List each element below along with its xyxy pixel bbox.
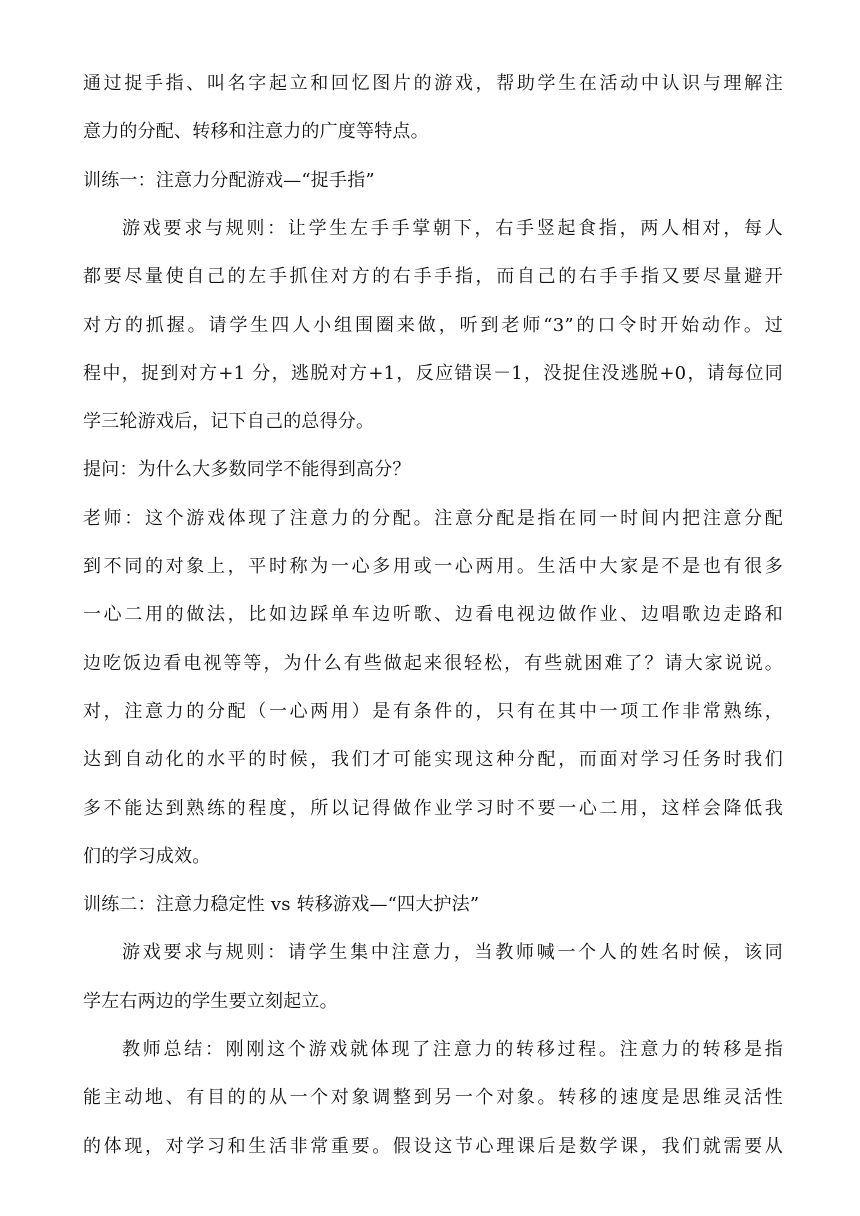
teacher-paragraph-line-4: 边吃饭边看电视等等，为什么有些做起来很轻松，有些就困难了？请大家说说。 — [83, 653, 783, 674]
teacher-paragraph-line-5: 对，注意力的分配（一心两用）是有条件的，只有在其中一项工作非常熟练， — [83, 701, 783, 722]
paragraph-intro-line-1: 通过捉手指、叫名字起立和回忆图片的游戏，帮助学生在活动中认识与理解注 — [83, 73, 783, 94]
rules-paragraph-line-4: 程中，捉到对方+1 分，逃脱对方+1，反应错误－1，没捉住没逃脱+0，请每位同 — [83, 363, 783, 384]
summary-paragraph-line-3: 的体现，对学习和生活非常重要。假设这节心理课后是数学课，我们就需要从 — [83, 1136, 783, 1157]
rules-paragraph-line-3: 对方的抓握。请学生四人小组围圈来做，听到老师“3”的口令时开始动作。过 — [83, 315, 783, 336]
teacher-paragraph-line-1: 老师：这个游戏体现了注意力的分配。注意分配是指在同一时间内把注意分配 — [83, 508, 783, 529]
teacher-paragraph-line-7: 多不能达到熟练的程度，所以记得做作业学习时不要一心二用，这样会降低我 — [83, 798, 783, 819]
rules-paragraph-line-1: 游戏要求与规则：让学生左手手掌朝下，右手竖起食指，两人相对，每人 — [122, 218, 783, 239]
summary-paragraph-line-1: 教师总结：刚刚这个游戏就体现了注意力的转移过程。注意力的转移是指 — [122, 1039, 783, 1060]
question-line: 提问：为什么大多数同学不能得到高分？ — [83, 459, 411, 480]
summary-paragraph-line-2: 能主动地、有目的的从一个对象调整到另一个对象。转移的速度是思维灵活性 — [83, 1087, 783, 1108]
teacher-paragraph-line-6: 达到自动化的水平的时候，我们才可能实现这种分配，而面对学习任务时我们 — [83, 749, 783, 770]
teacher-paragraph-line-2: 到不同的对象上，平时称为一心多用或一心两用。生活中大家是不是也有很多 — [83, 556, 783, 577]
paragraph-intro-line-2: 意力的分配、转移和注意力的广度等特点。 — [83, 121, 429, 142]
rules-2-paragraph-line-2: 学左右两边的学生要立刻起立。 — [83, 991, 338, 1012]
section-heading-training-1: 训练一：注意力分配游戏—“捉手指” — [83, 170, 375, 191]
teacher-paragraph-line-8: 们的学习成效。 — [83, 846, 211, 867]
rules-paragraph-line-5: 学三轮游戏后，记下自己的总得分。 — [83, 411, 375, 432]
teacher-paragraph-line-3: 一心二用的做法，比如边踩单车边听歌、边看电视边做作业、边唱歌边走路和 — [83, 604, 783, 625]
section-heading-training-2: 训练二：注意力稳定性 vs 转移游戏—“四大护法” — [83, 894, 480, 915]
rules-2-paragraph-line-1: 游戏要求与规则：请学生集中注意力，当教师喊一个人的姓名时候，该同 — [122, 942, 783, 963]
rules-paragraph-line-2: 都要尽量使自己的左手抓住对方的右手手指，而自己的右手手指又要尽量避开 — [83, 266, 783, 287]
